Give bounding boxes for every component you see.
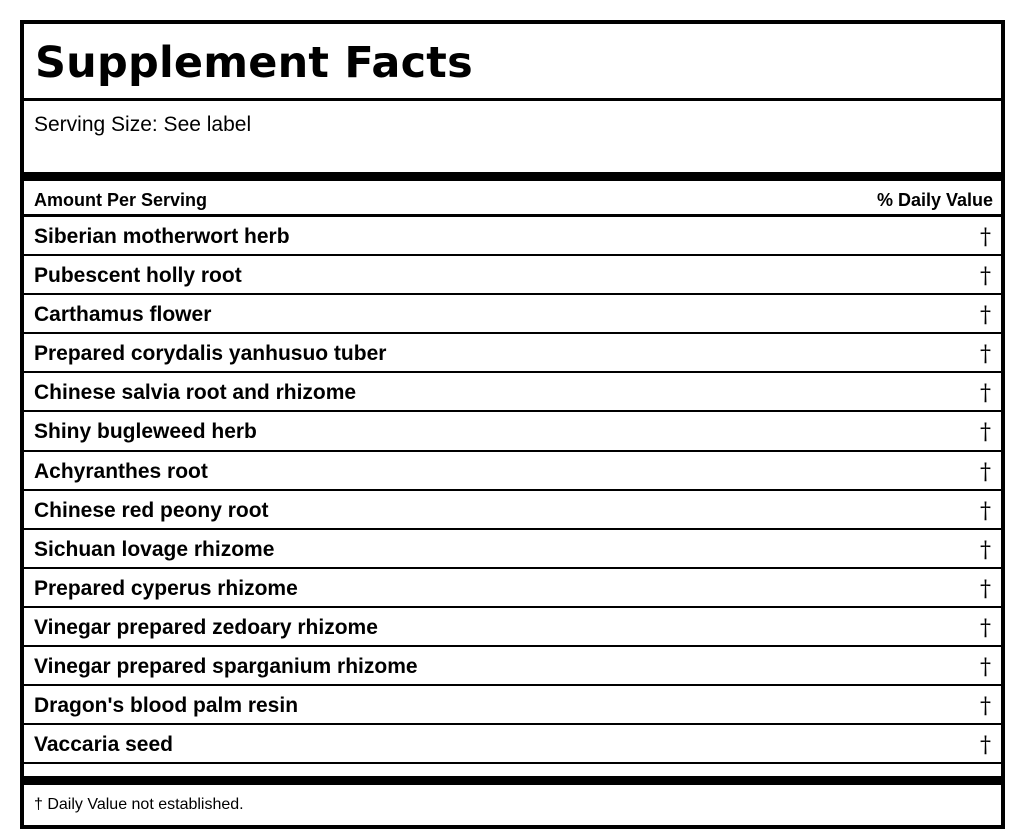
daily-value-dagger: †: [980, 498, 991, 524]
daily-value-dagger: †: [980, 342, 991, 368]
ingredient-name: Dragon's blood palm resin: [34, 694, 299, 718]
daily-value-dagger: †: [980, 694, 991, 720]
column-header-row: [24, 181, 1001, 217]
ingredient-name: Siberian motherwort herb: [34, 225, 290, 248]
daily-value-dagger: †: [980, 381, 991, 407]
daily-value-dagger: †: [980, 225, 991, 250]
ingredient-list: [24, 217, 1001, 764]
ingredient-row: [24, 647, 1001, 686]
ingredient-row: [24, 373, 1001, 412]
ingredient-row: [24, 608, 1001, 647]
ingredient-name: Sichuan lovage rhizome: [34, 537, 275, 561]
ingredient-name: Chinese salvia root and rhizome: [34, 381, 357, 405]
ingredient-name: Shiny bugleweed herb: [34, 420, 257, 444]
daily-value-header: % Daily Value: [876, 190, 993, 210]
ingredient-row: [24, 491, 1001, 530]
ingredient-row: [24, 256, 1001, 295]
ingredient-row: [24, 217, 1001, 256]
ingredient-row: [24, 569, 1001, 608]
ingredient-name: Prepared corydalis yanhusuo tuber: [34, 342, 387, 366]
ingredient-row: [24, 452, 1001, 491]
ingredient-row: [24, 295, 1001, 334]
ingredient-row: [24, 686, 1001, 725]
serving-size: Serving Size: See label: [34, 113, 252, 136]
ingredient-name: Carthamus flower: [34, 303, 212, 327]
thick-divider-top: [24, 172, 1001, 181]
ingredient-name: Prepared cyperus rhizome: [34, 576, 298, 600]
daily-value-dagger: †: [980, 537, 991, 563]
title-block: [24, 24, 1001, 101]
ingredient-row: [24, 725, 1001, 764]
daily-value-dagger: †: [980, 733, 991, 759]
ingredient-name: Pubescent holly root: [34, 264, 242, 288]
daily-value-dagger: †: [980, 264, 991, 290]
ingredient-name: Vaccaria seed: [34, 733, 173, 757]
ingredient-name: Chinese red peony root: [34, 498, 269, 522]
footnote: † Daily Value not established.: [34, 796, 244, 813]
ingredient-row: [24, 530, 1001, 569]
thick-divider-bottom: [24, 776, 1001, 785]
panel-title: Supplement Facts: [35, 38, 473, 88]
supplement-facts-panel: [20, 20, 1005, 829]
daily-value-dagger: †: [980, 303, 991, 329]
daily-value-dagger: †: [980, 420, 991, 446]
daily-value-dagger: †: [980, 615, 991, 641]
ingredient-name: Vinegar prepared sparganium rhizome: [34, 655, 418, 679]
daily-value-dagger: †: [980, 576, 991, 602]
ingredient-name: Achyranthes root: [34, 459, 208, 483]
daily-value-dagger: †: [980, 655, 991, 681]
ingredient-row: [24, 412, 1001, 451]
daily-value-dagger: †: [980, 459, 991, 485]
ingredient-name: Vinegar prepared zedoary rhizome: [34, 615, 378, 639]
ingredient-row: [24, 334, 1001, 373]
amount-per-serving-header: Amount Per Serving: [34, 190, 208, 210]
